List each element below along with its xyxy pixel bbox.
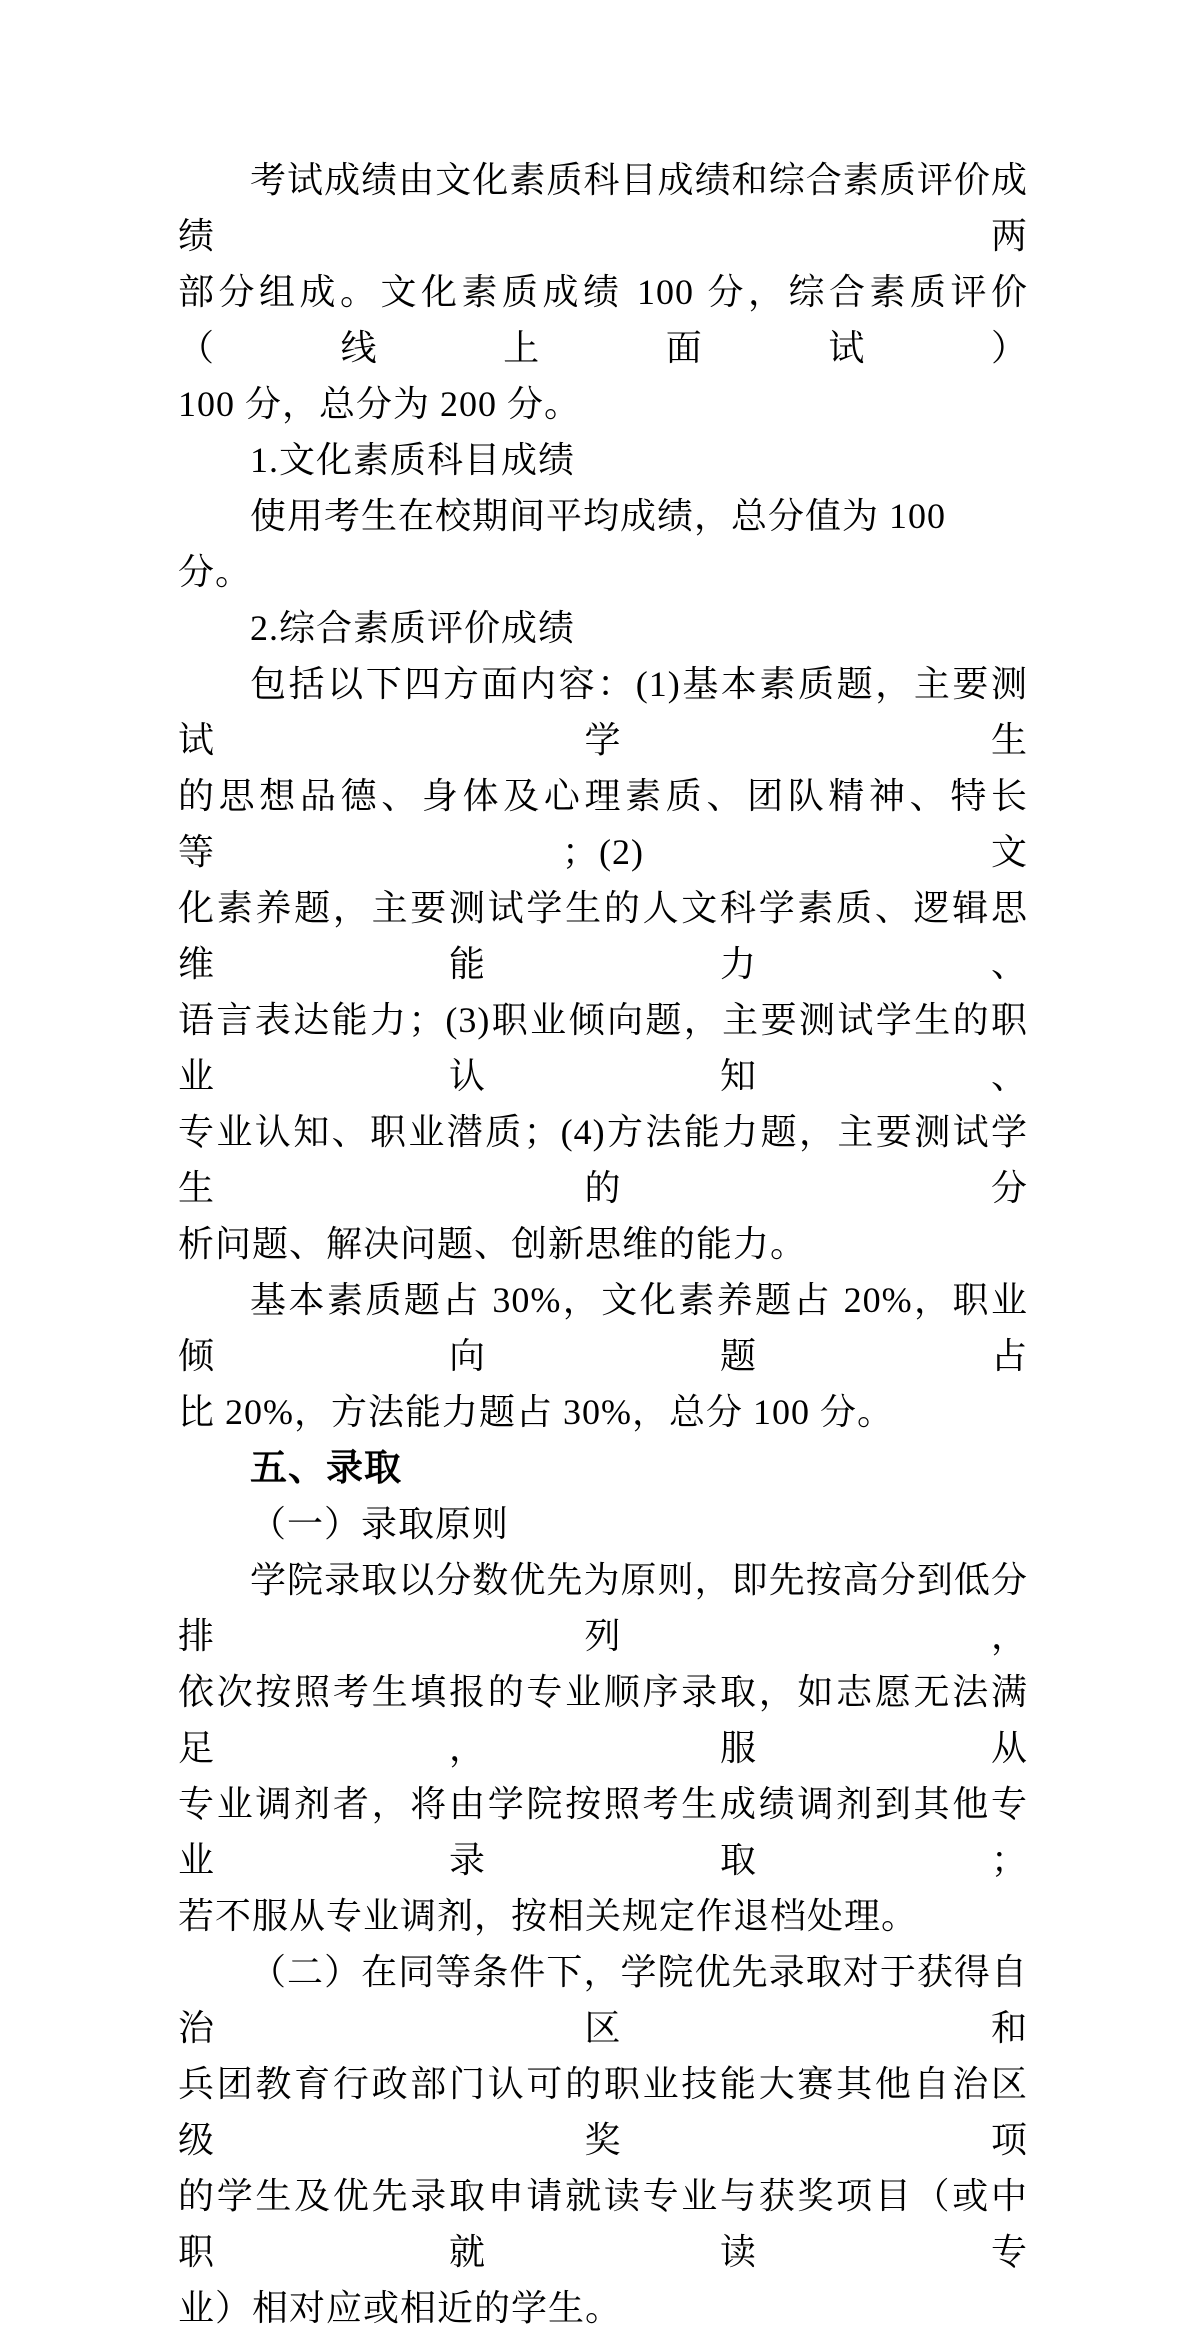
text-line: 化素养题，主要测试学生的人文科学素质、逻辑思维能力、 <box>178 888 1028 984</box>
text-line: 基本素质题占 30%，文化素养题占 20%，职业倾向题占 <box>178 1280 1028 1376</box>
text-line: 专业认知、职业潜质；(4)方法能力题，主要测试学生的分 <box>178 1112 1028 1208</box>
text-line: 考试成绩由文化素质科目成绩和综合素质评价成绩两 <box>178 160 1028 256</box>
text-line: 学院录取以分数优先为原则，即先按高分到低分排列， <box>178 1560 1028 1656</box>
subheading: （一）录取原则 <box>250 1504 510 1544</box>
text-line: 若不服从专业调剂，按相关规定作退档处理。 <box>178 1896 919 1936</box>
text-line: 依次按照考生填报的专业顺序录取，如志愿无法满足，服从 <box>178 1672 1028 1768</box>
text-line: 析问题、解决问题、创新思维的能力。 <box>178 1224 808 1264</box>
text-line: 兵团教育行政部门认可的职业技能大赛其他自治区级奖项 <box>178 2064 1028 2160</box>
document-body <box>178 152 1028 2336</box>
text-line: 业）相对应或相近的学生。 <box>178 2288 623 2328</box>
text-line: 的思想品德、身体及心理素质、团队精神、特长等；(2)文 <box>178 776 1028 872</box>
text-line: 语言表达能力；(3)职业倾向题，主要测试学生的职业认知、 <box>178 1000 1028 1096</box>
numbered-subheading: 2.综合素质评价成绩 <box>250 608 576 648</box>
numbered-subheading: 1.文化素质科目成绩 <box>250 440 576 480</box>
text-line: （二）在同等条件下，学院优先录取对于获得自治区和 <box>178 1952 1028 2048</box>
section-heading: 五、录取 <box>250 1447 402 1488</box>
text-line: 100 分，总分为 200 分。 <box>178 384 582 424</box>
text-line: 的学生及优先录取申请就读专业与获奖项目（或中职就读专 <box>178 2176 1028 2272</box>
text-line: 比 20%，方法能力题占 30%，总分 100 分。 <box>178 1392 894 1432</box>
text-line: 部分组成。文化素质成绩 100 分，综合素质评价（线上面试） <box>178 272 1028 368</box>
text-line: 专业调剂者，将由学院按照考生成绩调剂到其他专业录取； <box>178 1784 1028 1880</box>
text-line: 包括以下四方面内容：(1)基本素质题，主要测试学生 <box>178 664 1028 760</box>
text-line: 使用考生在校期间平均成绩，总分值为 100 分。 <box>178 496 947 592</box>
